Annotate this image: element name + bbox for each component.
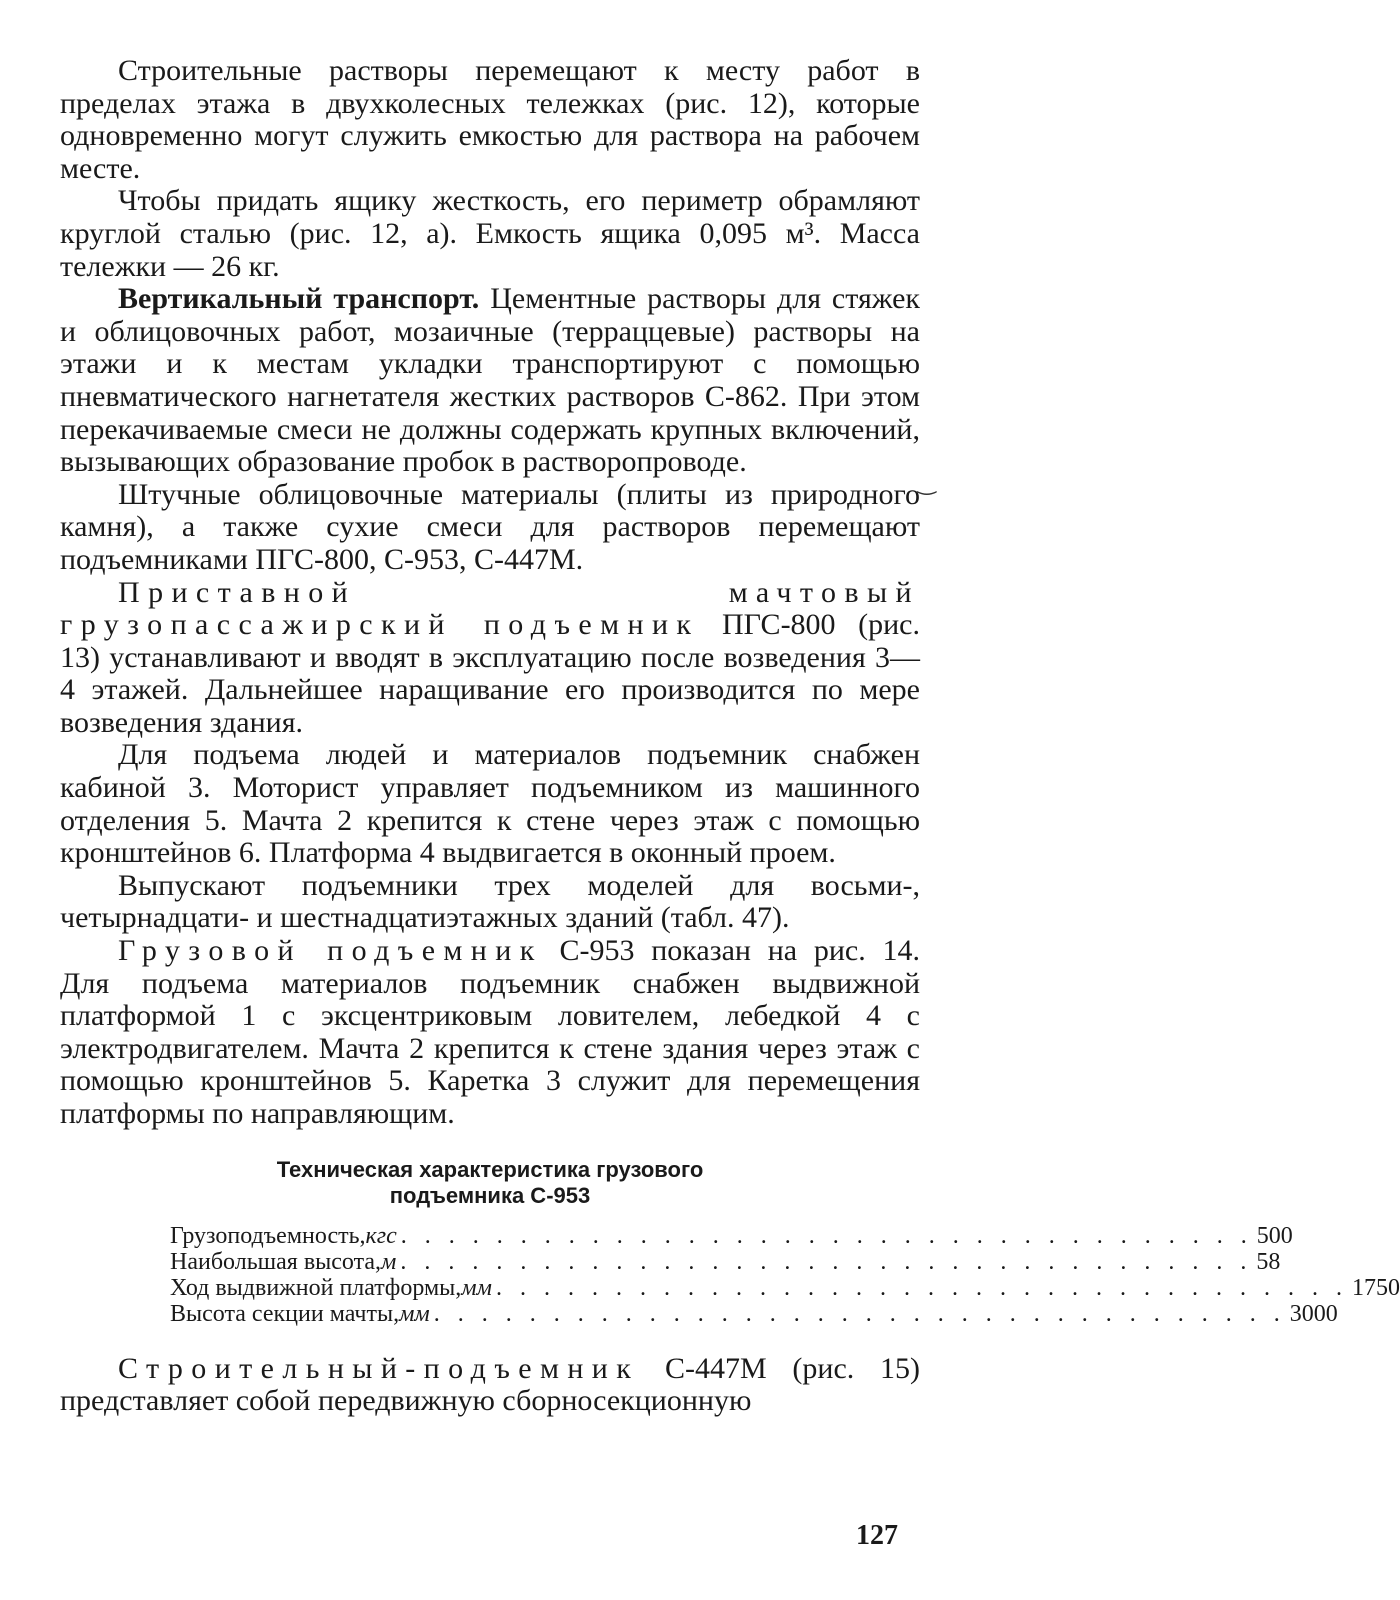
leader-dots: . . . . . . . . . . . . . . . . . . . . . . . . . . . . . . . . . . . . xyxy=(400,1222,1253,1249)
spec-row: Грузоподъемность, кгс . . . . . . . . . . . . . . . . . . . . . . . . . . . . . . . . . . . . 500 xyxy=(170,1222,1293,1249)
spaced-term: Грузовой подъемник xyxy=(118,934,543,968)
spaced-term: Приставной мачтовый грузопассажирский подъемник xyxy=(60,575,920,642)
pencil-mark-icon: ‿ xyxy=(918,470,936,495)
section-heading: Вертикальный транспорт. xyxy=(118,282,480,316)
page-number: 127 xyxy=(856,1520,898,1551)
spaced-term: Строительный-подъемник xyxy=(118,1351,640,1385)
paragraph-2: Чтобы придать ящику жесткость, его периметр обрамляют круглой сталью (рис. 12, а). Емкость ящика 0,095 м³. Масса тележки — 26 кг. xyxy=(60,184,920,283)
spec-table-title: Техническая характеристика грузового подъемника С-953 xyxy=(276,1156,704,1208)
spec-table xyxy=(170,1222,1400,1327)
paragraph-s447m: Строительный-подъемник С-447М (рис. 15) представляет собой передвижную сборносекционную xyxy=(60,1351,920,1418)
paragraph-7: Выпускают подъемники трех моделей для восьми-, четырнадцати- и шестнадцатиэтажных зданий (табл. 47). xyxy=(60,868,920,935)
spec-row: Высота секции мачты, мм . . . . . . . . . . . . . . . . . . . . . . . . . . . . . . . . . . . . 3000 xyxy=(170,1300,1338,1327)
paragraph-vertical-transport: Вертикальный транспорт. Цементные растворы для стяжек и облицовочных работ, мозаичные (терраццевые) растворы на этажи и к местам укладки транспортируют с помощью пневматического нагнетателя жестких растворов С-862. При этом перекачиваемые смеси не должны содержать крупных включений, вызывающих образование пробок в растворопроводе. xyxy=(60,282,920,479)
leader-dots: . . . . . . . . . . . . . . . . . . . . . . . . . . . . . . . . . . . . xyxy=(433,1300,1286,1327)
paragraph-s953: Грузовой подъемник С-953 показан на рис. 14. Для подъема материалов подъемник снабжен выдвижной платформой 1 с эксцентриковым ловителем, лебедкой 4 с электродвигателем. Мачта 2 крепится к стене здания через этаж с помощью кронштейнов 5. Каретка 3 служит для перемещения платформы по направляющим. xyxy=(60,934,921,1130)
leader-dots: . . . . . . . . . . . . . . . . . . . . . . . . . . . . . . . . . . . . xyxy=(495,1274,1348,1301)
paragraph-4: Штучные облицовочные материалы (плиты из природного камня), а также сухие смеси для растворов перемещают подъемниками ПГС-800, С-953, С-447М. xyxy=(60,477,920,576)
paragraph-6: Для подъема людей и материалов подъемник снабжен кабиной 3. Моторист управляет подъемником из машинного отделения 5. Мачта 2 крепится к стене через этаж с помощью кронштейнов 6. Платформа 4 выдвигается в оконный проем. xyxy=(60,738,920,870)
spec-row: Наибольшая высота, м . . . . . . . . . . . . . . . . . . . . . . . . . . . . . . . . . . . . 58 xyxy=(170,1248,1281,1275)
page-content xyxy=(60,54,1400,1418)
paragraph-1: Строительные растворы перемещают к месту работ в пределах этажа в двухколесных тележках (рис. 12), которые одновременно могут служить емкостью для раствора на рабочем месте. xyxy=(60,54,920,185)
spec-row: Ход выдвижной платформы, мм . . . . . . . . . . . . . . . . . . . . . . . . . . . . . . . . . . . . 1750 xyxy=(170,1274,1400,1301)
leader-dots: . . . . . . . . . . . . . . . . . . . . . . . . . . . . . . . . . . . . xyxy=(400,1248,1253,1275)
paragraph-pgs800: Приставной мачтовый грузопассажирский подъемник ПГС-800 (рис. 13) устанавливают и вводят в эксплуатацию после возведения 3—4 этажей. Дальнейшее наращивание его производится по мере возведения здания. xyxy=(60,575,920,739)
